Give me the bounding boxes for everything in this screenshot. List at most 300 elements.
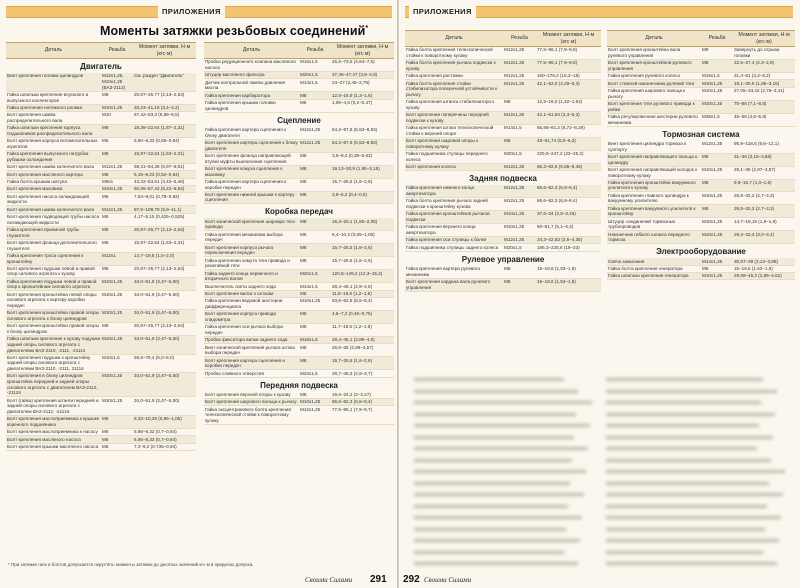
row-thread: M12х1,25	[504, 198, 525, 204]
section-heading: Электрооборудование	[656, 247, 746, 257]
row-detail: Болт стяжной наконечника рулевой тяги	[608, 80, 695, 86]
table-row	[204, 324, 394, 337]
page-right	[399, 0, 800, 588]
row-thread: M8	[300, 344, 307, 350]
row-torque: 34,3–42,63 (3,5–4,35)	[537, 237, 583, 243]
row-detail: Гайка шпильки крепления корпуса подшипников распределительного вала	[7, 125, 93, 136]
row-detail: Гайка крепления кронштейнов рычагов подвески	[406, 211, 490, 223]
row-torque: 66,6–82,3 (6,8–8,4)	[537, 198, 578, 204]
table-row	[6, 253, 196, 266]
blurred-text-line	[414, 390, 578, 393]
table-row	[6, 429, 196, 436]
table-row	[204, 392, 394, 399]
row-torque: Завернуть до отрыва головки	[734, 47, 780, 58]
row-detail: Гайка болта крепления рычага подвески к кузову	[406, 60, 496, 71]
row-detail: Гайка крепления подушки левой и правой опор к кронштейнам силового агрегата	[7, 278, 97, 290]
row-detail: Болт крепления маслоприемника к крышке коренного подшипника	[7, 416, 100, 427]
row-thread: M12х1,25	[504, 60, 525, 66]
row-torque: 26,5–32,3 (2,7–3,3)	[734, 192, 775, 198]
table-row	[204, 179, 394, 192]
table-row	[405, 125, 601, 138]
table-row	[405, 60, 601, 73]
row-thread: M12х1,25	[504, 73, 525, 79]
row-torque: 160–176,4 (16,3–18)	[537, 73, 580, 79]
table-header	[405, 30, 601, 47]
row-detail: Гайка крепления рулевого колеса	[608, 73, 680, 79]
row-torque: 54,2–87,6 (5,53–8,93)	[332, 127, 378, 133]
blurred-text-line	[414, 482, 570, 485]
row-detail: Гайка крепления картера сцепления к блоку двигателя	[205, 127, 287, 138]
row-thread: M12х1,25	[102, 206, 123, 212]
table-row	[405, 224, 601, 237]
row-torque: 65,86–81,2 (6,72–8,29)	[537, 125, 585, 131]
row-detail: Гайка крепления главного цилиндра к вакуумному усилителю	[608, 192, 689, 204]
brand-left: Своими Силами	[305, 576, 353, 584]
row-detail: Болт крепления масляного картера	[7, 171, 83, 177]
table-row	[607, 258, 795, 265]
row-torque: 12,8–15,9 (1,3–1,6)	[332, 92, 373, 98]
row-thread: M9х1	[102, 178, 114, 184]
row-detail: Болт крепления кронштейна левой опоры силового агрегата к картеру коробки передач	[7, 291, 97, 309]
table-row	[6, 416, 196, 429]
row-thread: M6	[300, 100, 307, 106]
table-row	[607, 47, 795, 60]
row-thread: M8	[102, 226, 109, 232]
row-torque: 20,87–25,77 (2,13–2,63)	[134, 265, 185, 271]
header-thread: Резьба	[306, 47, 324, 54]
row-torque: 5,15–8,23 (0,52–0,84)	[134, 171, 180, 177]
row-thread: M10х1,25	[300, 399, 321, 405]
row-torque: 97,9–108,78 (9,9–11,1)	[134, 206, 182, 212]
row-detail: Винт крепления цилиндра тормоза к суппорту	[608, 140, 687, 152]
table-row	[204, 298, 394, 311]
row-thread: M8	[102, 239, 109, 245]
table-row	[6, 92, 196, 105]
row-torque: 77,5–96,1 (7,9–9,8)	[537, 47, 578, 53]
blurred-text-line	[414, 493, 584, 496]
table-row	[607, 180, 795, 193]
row-thread: M12х1,25	[504, 237, 525, 243]
table-row	[607, 205, 795, 218]
table-row	[607, 266, 795, 273]
table-row	[405, 164, 601, 171]
row-torque: 19,1–30,9 (1,95–3,15)	[734, 80, 780, 86]
row-thread: M6	[300, 231, 307, 237]
row-thread: M8	[702, 60, 709, 66]
row-torque: 120,8–149,2 (12,3–15,2)	[332, 270, 383, 276]
row-detail: Гайка крепления оси ступицы к балке	[406, 237, 487, 243]
row-thread: M10х1,25	[702, 273, 723, 279]
row-thread: M10х1,25	[102, 336, 123, 342]
row-torque: 15,7–25,5 (1,6–2,6)	[332, 357, 373, 363]
header-detail: Деталь	[44, 47, 63, 54]
table-row	[6, 310, 196, 323]
row-detail: Пробка фиксатора вилки заднего хода	[205, 337, 288, 343]
row-detail: Гайка крепления приемной трубы глушителя	[7, 226, 80, 238]
row-thread: M12х1,25	[102, 164, 123, 170]
row-thread: M10х1,25	[102, 291, 123, 297]
row-detail: Винт конической крепления рычага штока выбора передач	[205, 344, 295, 356]
row-thread: M8	[300, 357, 307, 363]
row-torque: 16,3–20,1 (1,66–2,05)	[332, 218, 378, 224]
row-torque: 63,6–82,5 (6,5–8,4)	[332, 298, 373, 304]
row-detail: Болт крепления шарового пальца к рычагу	[205, 399, 297, 405]
blurred-text-line	[606, 493, 783, 496]
row-detail: Штуцер масляного фильтра	[205, 72, 265, 78]
row-detail: Винт крепления головки цилиндров	[7, 73, 84, 79]
row-thread: M10	[102, 112, 111, 118]
row-detail: Гайка крепления штанги стабилизатора к кузову	[406, 99, 495, 110]
row-thread: M8	[702, 205, 709, 211]
row-thread: M14х1,5	[300, 79, 318, 85]
table-row	[607, 192, 795, 205]
row-torque: 4,5–7,2 (0,45–0,75)	[332, 311, 373, 317]
row-torque: 7,64–9,01 (0,78–0,92)	[134, 193, 180, 199]
row-torque: 27,05–33,42 (2,76–3,41)	[734, 88, 785, 94]
table-row	[6, 336, 196, 355]
table-row	[6, 179, 196, 186]
table-row	[607, 273, 795, 280]
row-torque: 15–18,6 (1,53–1,9)	[537, 279, 576, 285]
row-thread: M10х1,25	[702, 101, 723, 107]
table-row	[6, 397, 196, 416]
row-detail: Болт крепления направляющей колодок к поворотному кулаку	[608, 166, 698, 178]
row-thread: M8	[102, 151, 109, 157]
row-thread: M12х1,25	[300, 140, 321, 146]
table-row	[204, 344, 394, 357]
row-detail: Болт крепления насоса охлаждающей жидкости	[7, 193, 89, 205]
table-row	[405, 266, 601, 279]
table-row	[6, 436, 196, 443]
row-detail: Выключатель света заднего хода	[205, 283, 276, 289]
table-row	[6, 186, 196, 193]
row-detail: Свеча зажигания	[608, 258, 645, 264]
blurred-text-line	[414, 562, 578, 565]
row-thread: M12х1,25	[504, 47, 525, 53]
row-thread: M10х1,25	[102, 278, 123, 284]
row-thread: M12х1,25	[300, 406, 321, 412]
row-detail: Болт крепления шаровой опоры к поворотному кулаку	[406, 138, 479, 149]
row-thread: M6	[300, 191, 307, 197]
table-body	[607, 47, 795, 280]
row-thread: M8	[300, 178, 307, 184]
row-detail: Датчик контрольной лампы давления масла	[205, 79, 286, 91]
row-torque: 15,7–25,5 (1,6–2,6)	[332, 178, 373, 184]
row-thread: M12х1,25	[504, 80, 525, 86]
row-torque: 15,97–22,64 (1,63–2,31)	[134, 239, 185, 245]
row-thread: M20х1,5	[300, 270, 318, 276]
table-row	[204, 311, 394, 324]
row-thread: M8	[102, 323, 109, 329]
row-thread: M22х1,5	[300, 370, 318, 376]
row-thread: M10х1,25	[504, 224, 525, 230]
row-torque: 186,3–225,6 (19–23)	[537, 244, 580, 250]
row-thread: M8	[300, 218, 307, 224]
table-row	[405, 151, 601, 164]
row-thread: M8	[504, 279, 511, 285]
row-thread: M10х1,25	[102, 397, 123, 403]
table-row	[204, 72, 394, 79]
row-torque: 15,7–25,5 (1,6–2,6)	[332, 244, 373, 250]
row-torque: 11,8–18,6 (1,2–1,9)	[332, 291, 372, 297]
row-torque: 54,2–87,6 (5,53–8,93)	[332, 140, 378, 146]
row-torque: 37,46–47,47 (3,8–4,9)	[332, 72, 378, 78]
row-detail: Болт крепления фланца направляющей втулки муфты выключения сцепления	[205, 152, 291, 164]
table-row	[6, 206, 196, 213]
row-torque: 49–61,74 (5,0–6,3)	[537, 138, 576, 144]
blurred-text-line	[606, 378, 763, 381]
table-row	[405, 80, 601, 99]
row-detail: Гайка крепления натяжного ролика	[7, 104, 83, 110]
header-thread: Резьба	[708, 35, 726, 42]
blurred-text-line	[606, 459, 771, 462]
table-row	[405, 138, 601, 151]
table-row	[204, 399, 394, 406]
row-detail: Болт крепления колеса	[406, 164, 456, 170]
section-heading: Тормозная система	[662, 129, 740, 139]
table-row	[6, 193, 196, 206]
row-thread: M8	[702, 153, 709, 159]
section-label: ПРИЛОЖЕНИЯ	[409, 6, 476, 18]
table-row	[607, 101, 795, 114]
row-torque: 4,17–5,15 (0,425–0,525)	[134, 214, 185, 220]
row-detail: Гайка болта крепления рычага задней подвески к кронштейну кузова	[406, 198, 488, 210]
row-thread: M10х1,25	[102, 104, 123, 110]
blurred-advert-region	[410, 362, 792, 567]
table-row	[607, 154, 795, 167]
row-detail: Наконечник гибкого шланга переднего тормоза	[608, 231, 690, 243]
table-row	[405, 73, 601, 80]
row-torque: 43,32–53,51 (4,42–5,46)	[134, 178, 185, 184]
blurred-text-line	[414, 378, 564, 381]
table-row	[6, 171, 196, 178]
row-torque: 14,7–19,6 (1,5–2,0)	[134, 252, 175, 258]
table-row	[6, 105, 196, 112]
row-thread: M8	[300, 244, 307, 250]
row-thread: M8	[102, 91, 109, 97]
section-heading: Коробка передач	[265, 207, 333, 217]
row-torque: 34,0–51,9 (3,47–5,50)	[134, 291, 180, 297]
row-thread: M12х1,25	[504, 164, 525, 170]
row-thread: M6	[102, 171, 109, 177]
row-detail: Болт крепления корпуса рычага переключения передач	[205, 244, 274, 256]
row-thread: M14х1,25	[702, 258, 723, 264]
row-torque: 29,1–36 (2,97–3,67)	[734, 166, 776, 172]
table-row	[405, 112, 601, 125]
table-row	[6, 291, 196, 310]
blurred-text-line	[414, 539, 580, 542]
table-header	[6, 42, 196, 59]
row-torque: 28,4–45,1 (2,89–4,6)	[332, 337, 375, 343]
row-detail: Болт крепления в блоку цилиндров кронштейна передней и задней опоры силового агрегата с двигателем ВАЗ-2112, -21124	[7, 373, 98, 396]
blurred-text-line	[606, 539, 779, 542]
table-row	[204, 166, 394, 179]
row-torque: 15,7–25,5 (1,6–2,6)	[332, 257, 373, 263]
row-torque: 34,0–51,9 (3,47–5,50)	[134, 336, 180, 342]
row-detail: Болт крепления кожуха сцепления к маховику	[205, 165, 283, 177]
row-torque: 28,7–46,3 (2,9–4,7)	[332, 370, 373, 376]
blurred-text-line	[606, 482, 769, 485]
row-torque: 15–18,6 (1,53–1,9)	[537, 266, 576, 272]
row-detail: Болт крепления нижней крышки к картеру сцепления	[205, 191, 295, 203]
blurred-text-line	[606, 424, 759, 427]
row-torque: 1,96–4,6 (0,2–0,47)	[332, 100, 373, 106]
row-thread: M8	[702, 47, 709, 53]
row-torque: 70–86 (7,1–8,8)	[734, 101, 767, 107]
row-thread: M10х1,25	[702, 88, 723, 94]
row-torque: 12,9–16,0 (1,32–1,63)	[537, 99, 583, 105]
row-torque: 42,1–52,0 (4,29–5,3)	[537, 80, 580, 86]
table-row	[6, 112, 196, 125]
blurred-text-line	[414, 424, 590, 427]
row-torque: 26,5–32,3 (2,7–3,3)	[734, 205, 775, 211]
row-torque: 20,87–25,77 (2,13–2,63)	[134, 323, 185, 329]
row-thread: M16х1,5	[300, 337, 318, 343]
row-torque: 31,4–51 (3,2–5,2)	[734, 73, 771, 79]
row-torque: 7,2–9,2 (0,735–0,94)	[134, 443, 177, 449]
row-torque: 6,60–8,33 (0,68–0,84)	[134, 138, 180, 144]
row-detail: Болт крепления кардана вала рулевого управления	[406, 279, 491, 290]
row-torque: 68,31–84,38 (6,97–8,61)	[134, 164, 185, 170]
table-row	[6, 323, 196, 336]
row-thread: M6	[300, 291, 307, 297]
row-detail: Гайка крепления ведомой шестерни дифференциала	[205, 298, 283, 310]
table-row	[6, 164, 196, 171]
row-thread: M10х1,25	[702, 192, 723, 198]
row-torque: 19,13–30,9 (1,95–3,15)	[332, 165, 380, 171]
table-row	[204, 192, 394, 205]
row-torque: 58,8–78,4 (6,0–8,0)	[134, 354, 175, 360]
row-thread: M12х1,25	[504, 185, 525, 191]
table-row	[405, 244, 601, 251]
row-torque: 31–36 (3,15–3,88)	[734, 153, 772, 159]
row-detail: Гайка болта крепления стойки стабилизатора поперечной устойчивости к рычагу	[406, 80, 498, 97]
table-row	[405, 211, 601, 224]
row-thread: M8	[504, 266, 511, 272]
row-thread: M6	[102, 193, 109, 199]
row-detail: Болт крепления поперечины передней подвески к кузову	[406, 112, 489, 123]
row-torque: 26,6–35 (2,99–3,57)	[332, 344, 374, 350]
header-torque: Момент затяжки, Н·м (кгс·м)	[336, 44, 389, 57]
row-torque: См. раздел "Двигатель"	[134, 73, 185, 79]
brand-right: Своими Силами	[424, 576, 472, 584]
table-row	[607, 167, 795, 180]
table-row	[6, 138, 196, 151]
table-row	[405, 185, 601, 198]
row-torque: 3,8–9,2 (0,39–0,63)	[332, 152, 373, 158]
blurred-text-line	[414, 436, 574, 439]
row-detail: Болт крепления маслоприемника к насосу	[7, 429, 98, 435]
row-detail: Болт крепления вилок к штокам	[205, 291, 274, 297]
row-detail: Гайка крепления механизма выбора передач	[205, 231, 283, 243]
row-thread: M8	[300, 257, 307, 263]
table-row	[405, 47, 601, 60]
row-detail: Гайка шпильки крепления генератора	[608, 273, 689, 279]
row-detail: Гайка регулировочная шестерни рулевого механизма	[608, 114, 698, 125]
row-torque: 29,4–33,3 (3,0–3,4)	[734, 231, 775, 237]
row-thread: M16х1,5	[702, 73, 720, 79]
table-row	[6, 73, 196, 92]
row-thread: M10х1,25	[702, 231, 723, 237]
row-torque: 19,6–24,2 (2–2,47)	[332, 392, 371, 398]
row-thread: M12х1,25, M10х1,25 (ВАЗ-2112)	[102, 73, 126, 90]
row-torque: 60,96–87,42 (6,22–8,92)	[134, 186, 185, 192]
row-detail: Болт (гайка) крепления штанги передней и задней опоры силового агрегата с двигателем ВАЗ-2112, -21124	[7, 397, 99, 414]
table-row	[6, 266, 196, 279]
row-thread: M38х1,5	[702, 114, 720, 120]
row-detail: Гайка крепления выпускного патрубка рубашки охлаждения	[7, 151, 89, 162]
row-torque: 45–58 (4,6–5,9)	[734, 114, 767, 120]
footnote: * При затяжке гаек и болтов допускается округлять моменты затяжки до десятых значений кгс·м в пределах допуска.	[8, 562, 254, 567]
row-detail: Болт крепления подушки к кронштейну задней опоры силового агрегата с двигателями ВАЗ-2110, -2111, 21114	[7, 354, 91, 372]
row-thread: M8	[102, 265, 109, 271]
row-detail: Гайка шпильки крепления к кузову подушки задней опоры силового агрегата с двигателями ВАЗ-2110, -2111, -21114	[7, 336, 101, 353]
table-row	[607, 114, 795, 127]
row-torque: 50–61,7 (5,1–6,3)	[537, 224, 574, 230]
table-row	[6, 278, 196, 291]
row-torque: 9,8–15,7 (1,0–1,6)	[734, 179, 772, 185]
table-header	[607, 30, 795, 47]
table-row	[405, 237, 601, 244]
row-torque: 30,67–39 (3,13–3,99)	[734, 258, 778, 264]
row-thread: M10х1,25	[702, 166, 723, 172]
row-thread: M8	[300, 324, 307, 330]
blurred-text-line	[606, 528, 765, 531]
row-thread: M8	[504, 138, 511, 144]
table-row	[204, 140, 394, 153]
table-row	[607, 218, 795, 231]
row-torque: 34,0–51,9 (3,47–5,50)	[134, 310, 180, 316]
table-row	[6, 355, 196, 374]
section-heading: Сцепление	[277, 115, 321, 125]
row-detail: Болт крепления направляющего пальца к цилиндру	[608, 153, 698, 165]
row-detail: Болт крепления кронштейна вала рулевого управления	[608, 47, 681, 58]
section-heading: Рулевое управление	[461, 254, 545, 264]
blurred-text-line	[606, 401, 761, 404]
row-detail: Гайка крепления крышки головки цилиндров	[205, 100, 276, 111]
row-torque: 20,87–25,77 (2,13–2,63)	[134, 226, 185, 232]
blurred-text-line	[606, 562, 777, 565]
table-row	[204, 79, 394, 92]
row-detail: Болт крепления кронштейна правой опоры силового агрегата к блоку цилиндров	[7, 310, 99, 321]
row-thread: M10х1,25	[102, 186, 123, 192]
header-detail: Деталь	[645, 35, 663, 42]
row-torque: 15–18,6 (1,53–1,9)	[734, 266, 773, 272]
header-torque: Момент затяжки, Н·м (кгс·м)	[542, 32, 595, 45]
table-row	[607, 60, 795, 73]
header-thread: Резьба	[511, 35, 528, 42]
row-thread: M8	[702, 266, 709, 272]
table-row	[204, 357, 394, 370]
table-row	[204, 337, 394, 344]
row-torque: 42,1–51,94 (4,3–5,3)	[537, 112, 580, 118]
row-torque: 15,97–22,64 (1,63–2,31)	[134, 151, 185, 157]
row-thread: M12х1	[102, 252, 116, 258]
table-row	[204, 218, 394, 231]
row-detail: Болт крепления подводящей трубы насоса охлаждающей жидкости	[7, 214, 100, 225]
blurred-text-line	[414, 505, 568, 508]
page-number-left: 291	[370, 574, 387, 585]
row-detail: Гайка крепления вакуумного усилителя к кронштейну	[608, 205, 696, 217]
row-torque: 95,9–118,6 (9,8–12,1)	[734, 140, 779, 146]
blurred-text-line	[414, 528, 566, 531]
row-thread: M6	[102, 436, 109, 442]
row-torque: 28,4–45,1 (2,9–4,6)	[332, 283, 373, 289]
table-row	[204, 127, 394, 140]
row-detail: Болт крепления корпуса привода спидометра	[205, 311, 276, 323]
blurred-text-line	[414, 551, 564, 554]
row-detail: Болт крепления фланца дополнительного глушителя	[7, 239, 97, 251]
